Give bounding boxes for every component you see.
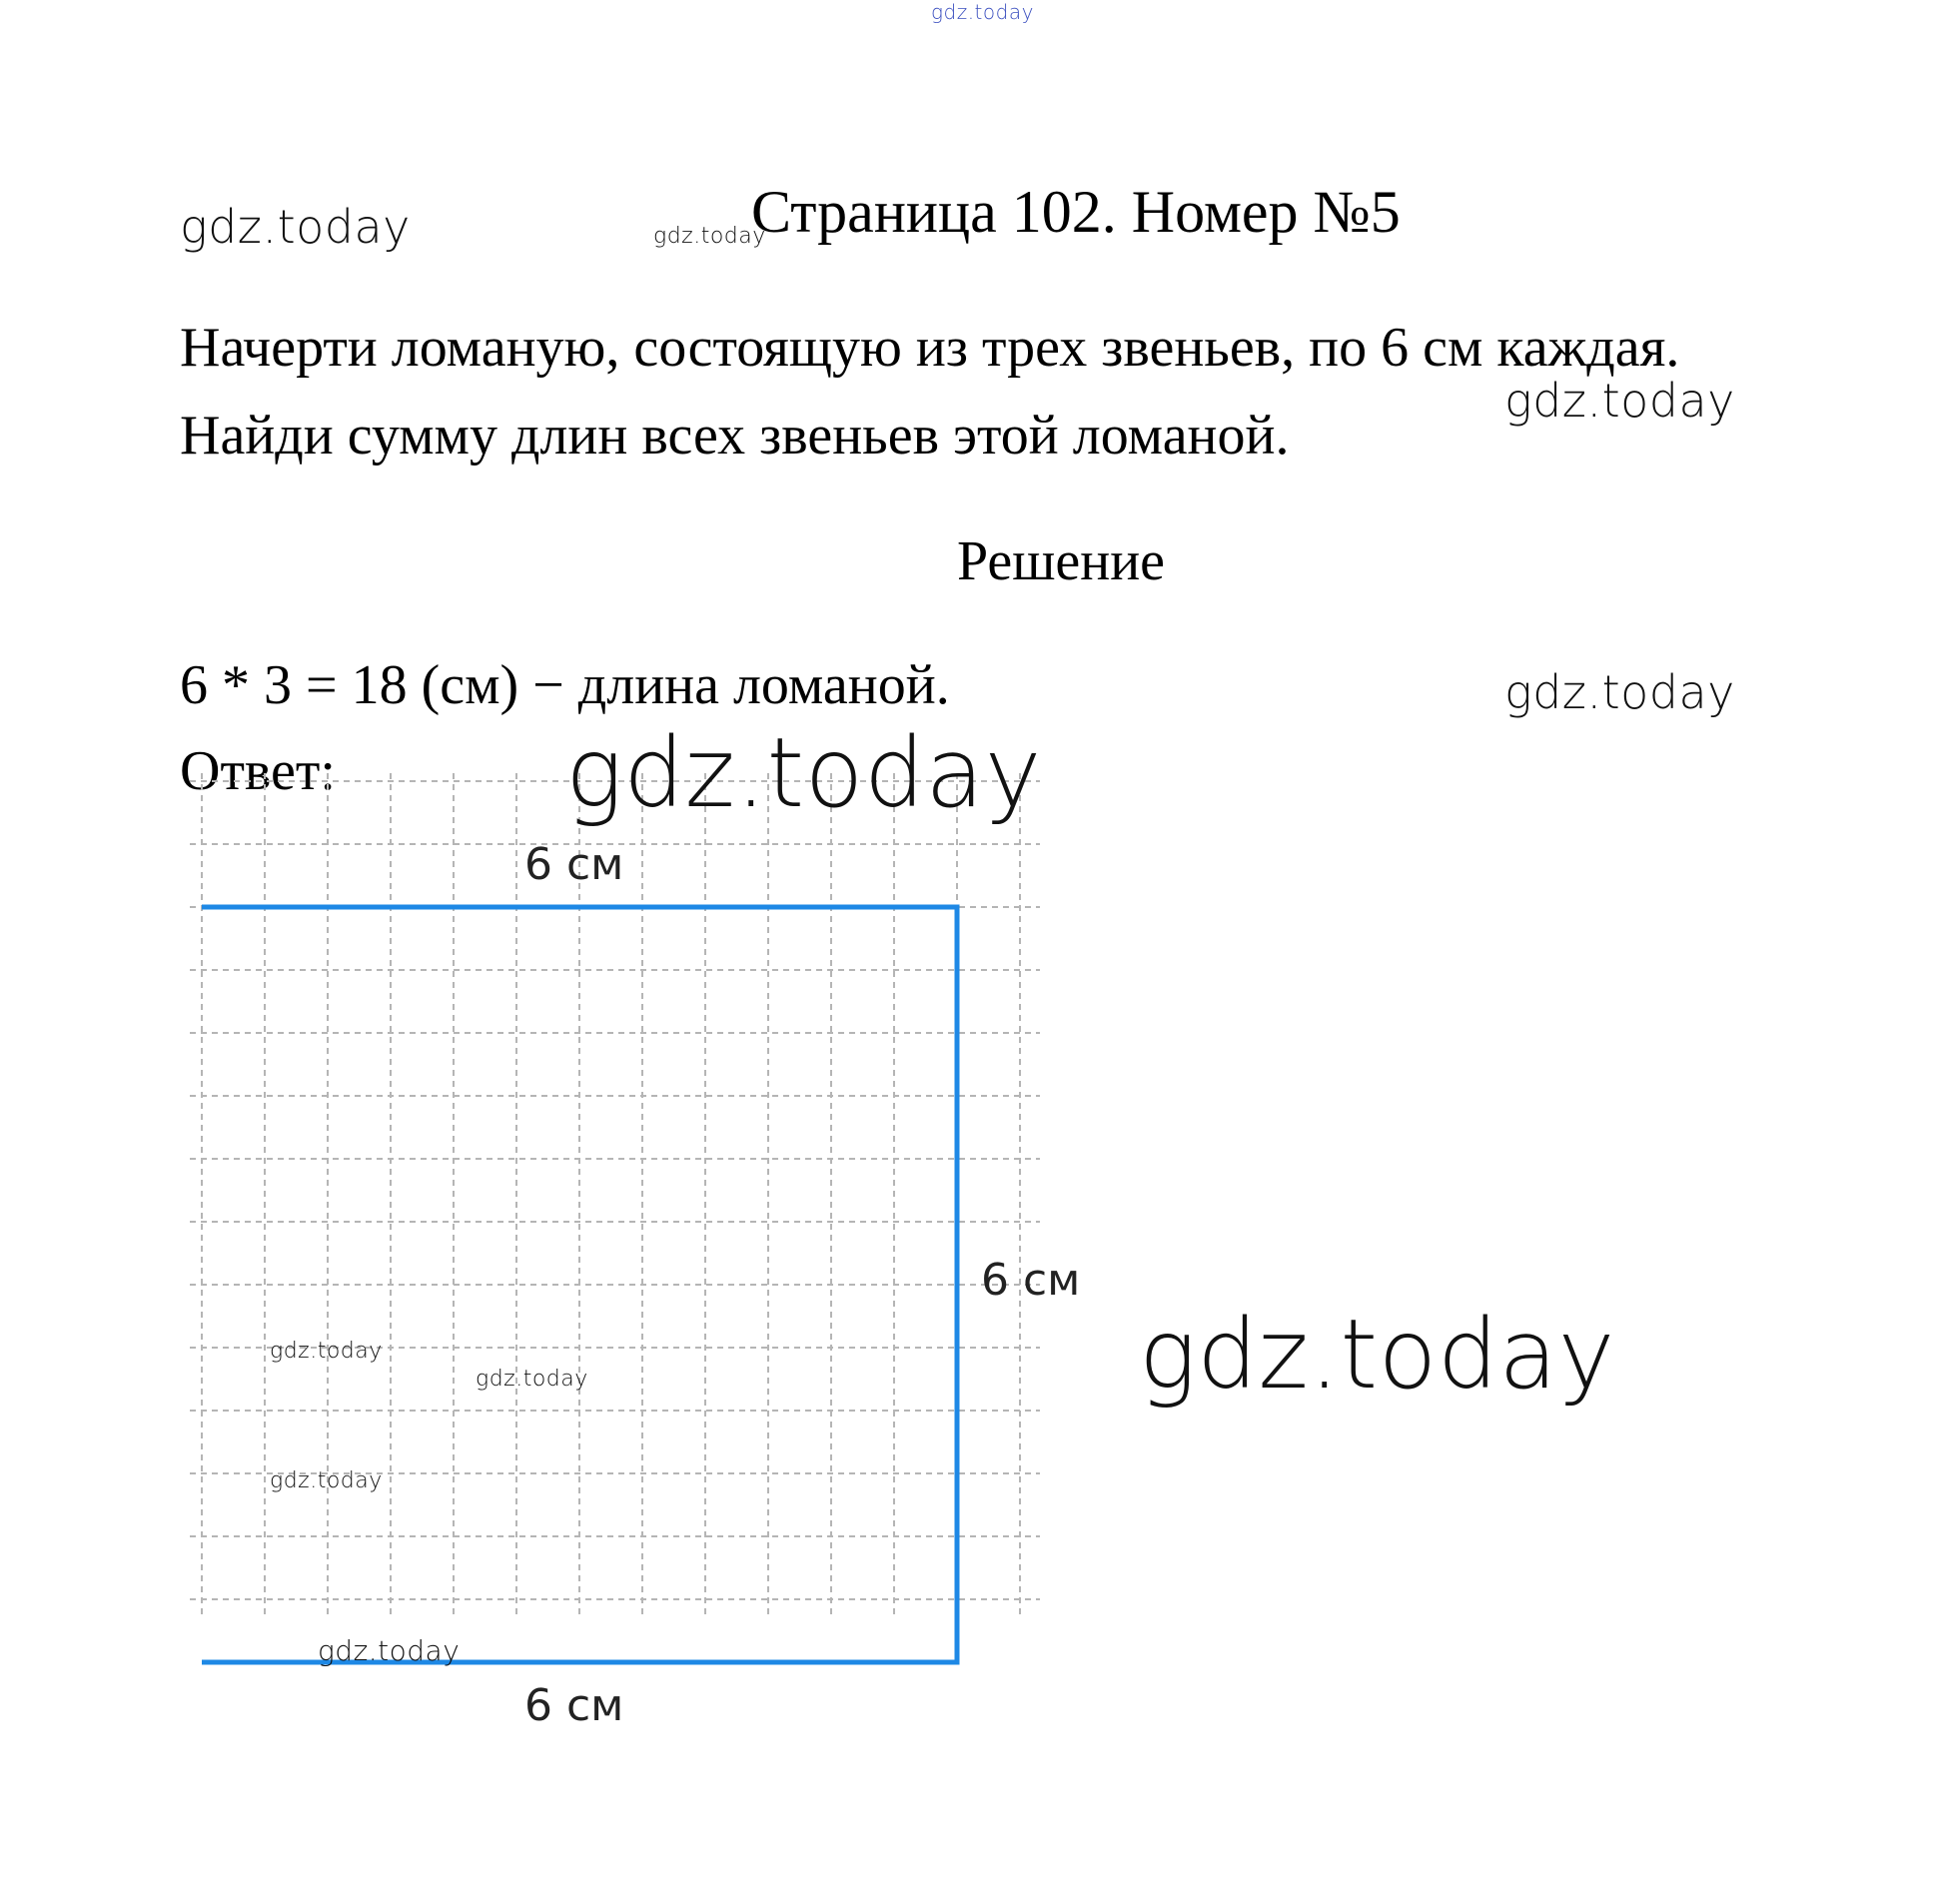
watermark-large-1: gdz.today xyxy=(565,717,1042,829)
watermark-right-1: gdz.today xyxy=(1504,374,1735,428)
task-text-line-2: Найди сумму длин всех звеньев этой ломаной. xyxy=(180,405,1290,467)
page-title: Страница 102. Номер №5 xyxy=(751,179,1401,245)
answer-label: Ответ: xyxy=(180,740,336,802)
watermark-header-left: gdz.today xyxy=(180,200,411,254)
watermark-grid-4: gdz.today xyxy=(318,1634,461,1667)
watermark-top: gdz.today xyxy=(931,0,1034,24)
watermark-grid-2: gdz.today xyxy=(476,1367,588,1392)
watermark-right-2: gdz.today xyxy=(1504,665,1735,719)
watermark-grid-3: gdz.today xyxy=(270,1468,383,1493)
solution-heading: Решение xyxy=(957,530,1166,592)
watermark-large-2: gdz.today xyxy=(1139,1299,1615,1411)
segment-label-right: 6 см xyxy=(981,1255,1081,1306)
task-text-line-1: Начерти ломаную, состоящую из трех звеньев, по 6 см каждая. xyxy=(180,317,1680,379)
solution-calculation: 6 * 3 = 18 (см) − длина ломаной. xyxy=(180,654,950,716)
segment-label-top: 6 см xyxy=(524,839,624,890)
segment-label-bottom: 6 см xyxy=(524,1680,624,1731)
watermark-grid-1: gdz.today xyxy=(270,1339,383,1364)
watermark-header-small: gdz.today xyxy=(653,224,766,249)
